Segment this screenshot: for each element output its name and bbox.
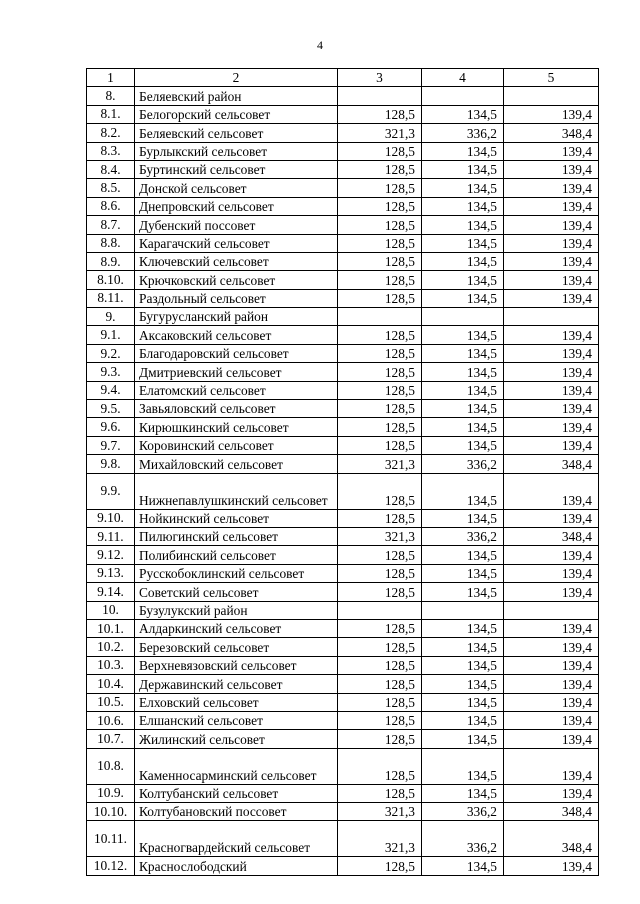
table-row bbox=[87, 418, 599, 436]
value-col4-cell: 134,5 bbox=[422, 638, 504, 656]
value-col5-cell: 139,4 bbox=[504, 234, 599, 252]
table-row bbox=[87, 784, 599, 802]
table-row bbox=[87, 711, 599, 729]
table-row bbox=[87, 821, 599, 857]
settlement-name-cell: Каменносарминский сельсовет bbox=[135, 748, 338, 784]
settlement-name-cell: Дубенский поссовет bbox=[135, 216, 338, 234]
value-col4-cell: 134,5 bbox=[422, 400, 504, 418]
row-number-cell: 8.6. bbox=[87, 197, 135, 215]
row-number-cell: 10.2. bbox=[87, 638, 135, 656]
table-row bbox=[87, 748, 599, 784]
value-col5-cell: 139,4 bbox=[504, 509, 599, 527]
value-col3-cell: 128,5 bbox=[338, 216, 422, 234]
row-number-cell: 8.10. bbox=[87, 271, 135, 289]
settlement-name-cell: Русскобоклинский сельсовет bbox=[135, 564, 338, 582]
value-col4-cell: 134,5 bbox=[422, 363, 504, 381]
value-col4-cell: 134,5 bbox=[422, 160, 504, 178]
row-number-cell: 10.8. bbox=[87, 748, 135, 784]
settlement-name-cell: Беляевский район bbox=[135, 87, 338, 105]
row-number-cell: 9.4. bbox=[87, 381, 135, 399]
settlement-name-cell: Бугурусланский район bbox=[135, 308, 338, 326]
value-col5-cell: 139,4 bbox=[504, 436, 599, 454]
table-row bbox=[87, 105, 599, 123]
value-col3-cell: 321,3 bbox=[338, 527, 422, 545]
value-col3-cell: 128,5 bbox=[338, 748, 422, 784]
value-col3-cell: 128,5 bbox=[338, 234, 422, 252]
value-col5-cell: 348,4 bbox=[504, 455, 599, 473]
value-col3-cell: 321,3 bbox=[338, 455, 422, 473]
table-row bbox=[87, 857, 599, 875]
value-col3-cell: 128,5 bbox=[338, 711, 422, 729]
value-col3-cell: 128,5 bbox=[338, 583, 422, 601]
value-col5-cell: 139,4 bbox=[504, 344, 599, 362]
value-col4-cell: 134,5 bbox=[422, 234, 504, 252]
value-col5-cell: 348,4 bbox=[504, 821, 599, 857]
value-col5-cell: 139,4 bbox=[504, 216, 599, 234]
row-number-cell: 8.8. bbox=[87, 234, 135, 252]
value-col4-cell: 336,2 bbox=[422, 124, 504, 142]
value-col5-cell: 139,4 bbox=[504, 179, 599, 197]
settlement-name-cell: Елховский сельсовет bbox=[135, 693, 338, 711]
value-col3-cell: 128,5 bbox=[338, 179, 422, 197]
value-col4-cell: 134,5 bbox=[422, 693, 504, 711]
value-col3-cell: 321,3 bbox=[338, 803, 422, 821]
row-number-cell: 8.1. bbox=[87, 105, 135, 123]
value-col4-cell: 134,5 bbox=[422, 675, 504, 693]
table-row bbox=[87, 381, 599, 399]
value-col3-cell: 128,5 bbox=[338, 418, 422, 436]
value-col4-cell: 134,5 bbox=[422, 619, 504, 637]
table-row bbox=[87, 344, 599, 362]
settlement-name-cell: Беляевский сельсовет bbox=[135, 124, 338, 142]
value-col5-cell: 139,4 bbox=[504, 693, 599, 711]
value-col3-cell: 128,5 bbox=[338, 326, 422, 344]
table-row bbox=[87, 124, 599, 142]
table-row bbox=[87, 527, 599, 545]
value-col4-cell: 134,5 bbox=[422, 711, 504, 729]
table-row bbox=[87, 252, 599, 270]
settlement-name-cell: Ключевский сельсовет bbox=[135, 252, 338, 270]
value-col5-cell: 139,4 bbox=[504, 271, 599, 289]
settlement-name-cell: Коровинский сельсовет bbox=[135, 436, 338, 454]
table-row bbox=[87, 87, 599, 105]
value-col4-cell: 134,5 bbox=[422, 473, 504, 509]
value-col4-cell: 134,5 bbox=[422, 436, 504, 454]
row-number-cell: 9.2. bbox=[87, 344, 135, 362]
value-col3-cell: 128,5 bbox=[338, 730, 422, 748]
value-col4-cell bbox=[422, 87, 504, 105]
value-col3-cell bbox=[338, 308, 422, 326]
row-number-cell: 8.5. bbox=[87, 179, 135, 197]
value-col4-cell: 134,5 bbox=[422, 216, 504, 234]
settlement-name-cell: Донской сельсовет bbox=[135, 179, 338, 197]
table-row bbox=[87, 326, 599, 344]
value-col5-cell: 139,4 bbox=[504, 619, 599, 637]
row-number-cell: 8.2. bbox=[87, 124, 135, 142]
table-row bbox=[87, 546, 599, 564]
value-col3-cell: 128,5 bbox=[338, 564, 422, 582]
settlement-name-cell: Нижнепавлушкинский сельсовет bbox=[135, 473, 338, 509]
value-col3-cell: 128,5 bbox=[338, 289, 422, 307]
value-col5-cell: 139,4 bbox=[504, 730, 599, 748]
value-col4-cell: 134,5 bbox=[422, 418, 504, 436]
settlement-name-cell: Березовский сельсовет bbox=[135, 638, 338, 656]
value-col3-cell bbox=[338, 601, 422, 619]
value-col4-cell: 134,5 bbox=[422, 730, 504, 748]
settlement-name-cell: Бурлыкский сельсовет bbox=[135, 142, 338, 160]
table-row bbox=[87, 363, 599, 381]
value-col4-cell: 134,5 bbox=[422, 344, 504, 362]
value-col5-cell: 139,4 bbox=[504, 381, 599, 399]
row-number-cell: 8. bbox=[87, 87, 135, 105]
value-col4-cell: 134,5 bbox=[422, 546, 504, 564]
value-col3-cell: 128,5 bbox=[338, 381, 422, 399]
table-row bbox=[87, 234, 599, 252]
value-col5-cell: 348,4 bbox=[504, 527, 599, 545]
row-number-cell: 10.12. bbox=[87, 857, 135, 875]
row-number-cell: 9.8. bbox=[87, 455, 135, 473]
table-row bbox=[87, 619, 599, 637]
settlement-name-cell: Аксаковский сельсовет bbox=[135, 326, 338, 344]
table-row bbox=[87, 436, 599, 454]
table-row bbox=[87, 730, 599, 748]
table-row bbox=[87, 656, 599, 674]
settlement-name-cell: Краснослободский bbox=[135, 857, 338, 875]
value-col5-cell: 139,4 bbox=[504, 326, 599, 344]
row-number-cell: 10.11. bbox=[87, 821, 135, 857]
table-row bbox=[87, 308, 599, 326]
value-col4-cell: 134,5 bbox=[422, 381, 504, 399]
value-col5-cell: 139,4 bbox=[504, 473, 599, 509]
table-row bbox=[87, 160, 599, 178]
table-row bbox=[87, 289, 599, 307]
value-col4-cell: 134,5 bbox=[422, 583, 504, 601]
settlement-name-cell: Днепровский сельсовет bbox=[135, 197, 338, 215]
column-header: 1 bbox=[87, 69, 135, 87]
value-col3-cell: 128,5 bbox=[338, 344, 422, 362]
settlement-name-cell: Державинский сельсовет bbox=[135, 675, 338, 693]
row-number-cell: 9.12. bbox=[87, 546, 135, 564]
row-number-cell: 9.3. bbox=[87, 363, 135, 381]
value-col3-cell: 128,5 bbox=[338, 509, 422, 527]
row-number-cell: 8.11. bbox=[87, 289, 135, 307]
value-col3-cell: 128,5 bbox=[338, 436, 422, 454]
value-col3-cell: 128,5 bbox=[338, 693, 422, 711]
settlement-name-cell: Колтубанский сельсовет bbox=[135, 784, 338, 802]
value-col4-cell: 134,5 bbox=[422, 748, 504, 784]
value-col3-cell: 128,5 bbox=[338, 252, 422, 270]
table-row bbox=[87, 400, 599, 418]
value-col5-cell: 139,4 bbox=[504, 656, 599, 674]
value-col3-cell: 128,5 bbox=[338, 638, 422, 656]
settlement-name-cell: Карагачский сельсовет bbox=[135, 234, 338, 252]
value-col4-cell: 134,5 bbox=[422, 142, 504, 160]
value-col3-cell: 321,3 bbox=[338, 124, 422, 142]
value-col4-cell: 134,5 bbox=[422, 509, 504, 527]
row-number-cell: 10.10. bbox=[87, 803, 135, 821]
column-header: 2 bbox=[135, 69, 338, 87]
table-row bbox=[87, 455, 599, 473]
settlement-name-cell: Верхневязовский сельсовет bbox=[135, 656, 338, 674]
settlement-name-cell: Раздольный сельсовет bbox=[135, 289, 338, 307]
value-col3-cell: 128,5 bbox=[338, 197, 422, 215]
settlement-name-cell: Михайловский сельсовет bbox=[135, 455, 338, 473]
value-col5-cell: 348,4 bbox=[504, 124, 599, 142]
value-col4-cell: 134,5 bbox=[422, 289, 504, 307]
value-col5-cell: 139,4 bbox=[504, 711, 599, 729]
row-number-cell: 10.5. bbox=[87, 693, 135, 711]
row-number-cell: 8.4. bbox=[87, 160, 135, 178]
column-header: 3 bbox=[338, 69, 422, 87]
table-row bbox=[87, 583, 599, 601]
value-col4-cell: 336,2 bbox=[422, 455, 504, 473]
row-number-cell: 10.4. bbox=[87, 675, 135, 693]
row-number-cell: 10. bbox=[87, 601, 135, 619]
value-col4-cell: 134,5 bbox=[422, 105, 504, 123]
settlement-name-cell: Завьяловский сельсовет bbox=[135, 400, 338, 418]
value-col5-cell: 139,4 bbox=[504, 857, 599, 875]
value-col4-cell: 336,2 bbox=[422, 821, 504, 857]
value-col3-cell: 128,5 bbox=[338, 105, 422, 123]
settlement-name-cell: Буртинский сельсовет bbox=[135, 160, 338, 178]
value-col4-cell: 134,5 bbox=[422, 197, 504, 215]
row-number-cell: 9.13. bbox=[87, 564, 135, 582]
settlement-name-cell: Пилюгинский сельсовет bbox=[135, 527, 338, 545]
row-number-cell: 9.5. bbox=[87, 400, 135, 418]
value-col3-cell: 128,5 bbox=[338, 142, 422, 160]
value-col5-cell: 139,4 bbox=[504, 289, 599, 307]
table-row bbox=[87, 179, 599, 197]
value-col5-cell bbox=[504, 601, 599, 619]
table-row bbox=[87, 271, 599, 289]
value-col4-cell: 336,2 bbox=[422, 527, 504, 545]
value-col3-cell: 128,5 bbox=[338, 400, 422, 418]
row-number-cell: 9.9. bbox=[87, 473, 135, 509]
value-col4-cell: 134,5 bbox=[422, 271, 504, 289]
settlement-name-cell: Дмитриевский сельсовет bbox=[135, 363, 338, 381]
row-number-cell: 8.3. bbox=[87, 142, 135, 160]
value-col3-cell: 128,5 bbox=[338, 784, 422, 802]
column-header: 4 bbox=[422, 69, 504, 87]
value-col5-cell bbox=[504, 87, 599, 105]
value-col4-cell: 134,5 bbox=[422, 326, 504, 344]
value-col3-cell: 128,5 bbox=[338, 546, 422, 564]
row-number-cell: 8.7. bbox=[87, 216, 135, 234]
row-number-cell: 10.9. bbox=[87, 784, 135, 802]
value-col3-cell: 128,5 bbox=[338, 363, 422, 381]
row-number-cell: 9.14. bbox=[87, 583, 135, 601]
value-col5-cell: 139,4 bbox=[504, 400, 599, 418]
value-col3-cell: 128,5 bbox=[338, 857, 422, 875]
value-col4-cell: 336,2 bbox=[422, 803, 504, 821]
table-row bbox=[87, 638, 599, 656]
value-col5-cell: 139,4 bbox=[504, 160, 599, 178]
value-col4-cell bbox=[422, 308, 504, 326]
row-number-cell: 10.7. bbox=[87, 730, 135, 748]
table-row bbox=[87, 564, 599, 582]
value-col5-cell: 139,4 bbox=[504, 197, 599, 215]
settlement-name-cell: Благодаровский сельсовет bbox=[135, 344, 338, 362]
value-col5-cell: 139,4 bbox=[504, 564, 599, 582]
settlement-name-cell: Елшанский сельсовет bbox=[135, 711, 338, 729]
row-number-cell: 10.6. bbox=[87, 711, 135, 729]
value-col5-cell bbox=[504, 308, 599, 326]
row-number-cell: 10.3. bbox=[87, 656, 135, 674]
row-number-cell: 9.6. bbox=[87, 418, 135, 436]
value-col5-cell: 139,4 bbox=[504, 748, 599, 784]
value-col3-cell: 128,5 bbox=[338, 675, 422, 693]
value-col5-cell: 139,4 bbox=[504, 583, 599, 601]
value-col5-cell: 139,4 bbox=[504, 638, 599, 656]
value-col4-cell: 134,5 bbox=[422, 564, 504, 582]
settlement-name-cell: Белогорский сельсовет bbox=[135, 105, 338, 123]
value-col4-cell: 134,5 bbox=[422, 857, 504, 875]
row-number-cell: 9. bbox=[87, 308, 135, 326]
row-number-cell: 9.7. bbox=[87, 436, 135, 454]
row-number-cell: 9.11. bbox=[87, 527, 135, 545]
value-col5-cell: 139,4 bbox=[504, 418, 599, 436]
settlement-name-cell: Елатомский сельсовет bbox=[135, 381, 338, 399]
column-header: 5 bbox=[504, 69, 599, 87]
table-row bbox=[87, 216, 599, 234]
value-col3-cell: 128,5 bbox=[338, 271, 422, 289]
settlement-name-cell: Полибинский сельсовет bbox=[135, 546, 338, 564]
settlement-name-cell: Нойкинский сельсовет bbox=[135, 509, 338, 527]
value-col3-cell: 128,5 bbox=[338, 619, 422, 637]
value-col4-cell: 134,5 bbox=[422, 656, 504, 674]
value-col3-cell: 128,5 bbox=[338, 473, 422, 509]
data-table bbox=[86, 68, 599, 876]
table-row bbox=[87, 601, 599, 619]
value-col3-cell: 128,5 bbox=[338, 160, 422, 178]
value-col4-cell bbox=[422, 601, 504, 619]
value-col5-cell: 348,4 bbox=[504, 803, 599, 821]
row-number-cell: 8.9. bbox=[87, 252, 135, 270]
value-col3-cell bbox=[338, 87, 422, 105]
value-col5-cell: 139,4 bbox=[504, 546, 599, 564]
settlement-name-cell: Советский сельсовет bbox=[135, 583, 338, 601]
table-row bbox=[87, 509, 599, 527]
value-col5-cell: 139,4 bbox=[504, 675, 599, 693]
settlement-name-cell: Красногвардейский сельсовет bbox=[135, 821, 338, 857]
row-number-cell: 9.10. bbox=[87, 509, 135, 527]
row-number-cell: 9.1. bbox=[87, 326, 135, 344]
table-row bbox=[87, 693, 599, 711]
value-col5-cell: 139,4 bbox=[504, 784, 599, 802]
table-row bbox=[87, 675, 599, 693]
value-col5-cell: 139,4 bbox=[504, 105, 599, 123]
table-row bbox=[87, 803, 599, 821]
settlement-name-cell: Крючковский сельсовет bbox=[135, 271, 338, 289]
value-col4-cell: 134,5 bbox=[422, 179, 504, 197]
table-row bbox=[87, 142, 599, 160]
settlement-name-cell: Жилинский сельсовет bbox=[135, 730, 338, 748]
value-col3-cell: 128,5 bbox=[338, 656, 422, 674]
settlement-name-cell: Колтубановский поссовет bbox=[135, 803, 338, 821]
settlement-name-cell: Алдаркинский сельсовет bbox=[135, 619, 338, 637]
value-col5-cell: 139,4 bbox=[504, 142, 599, 160]
row-number-cell: 10.1. bbox=[87, 619, 135, 637]
value-col4-cell: 134,5 bbox=[422, 252, 504, 270]
table-row bbox=[87, 197, 599, 215]
page-number: 4 bbox=[317, 38, 323, 52]
value-col5-cell: 139,4 bbox=[504, 363, 599, 381]
settlement-name-cell: Кирюшкинский сельсовет bbox=[135, 418, 338, 436]
header-row bbox=[87, 69, 599, 87]
value-col3-cell: 321,3 bbox=[338, 821, 422, 857]
value-col5-cell: 139,4 bbox=[504, 252, 599, 270]
table-row bbox=[87, 473, 599, 509]
settlement-name-cell: Бузулукский район bbox=[135, 601, 338, 619]
value-col4-cell: 134,5 bbox=[422, 784, 504, 802]
